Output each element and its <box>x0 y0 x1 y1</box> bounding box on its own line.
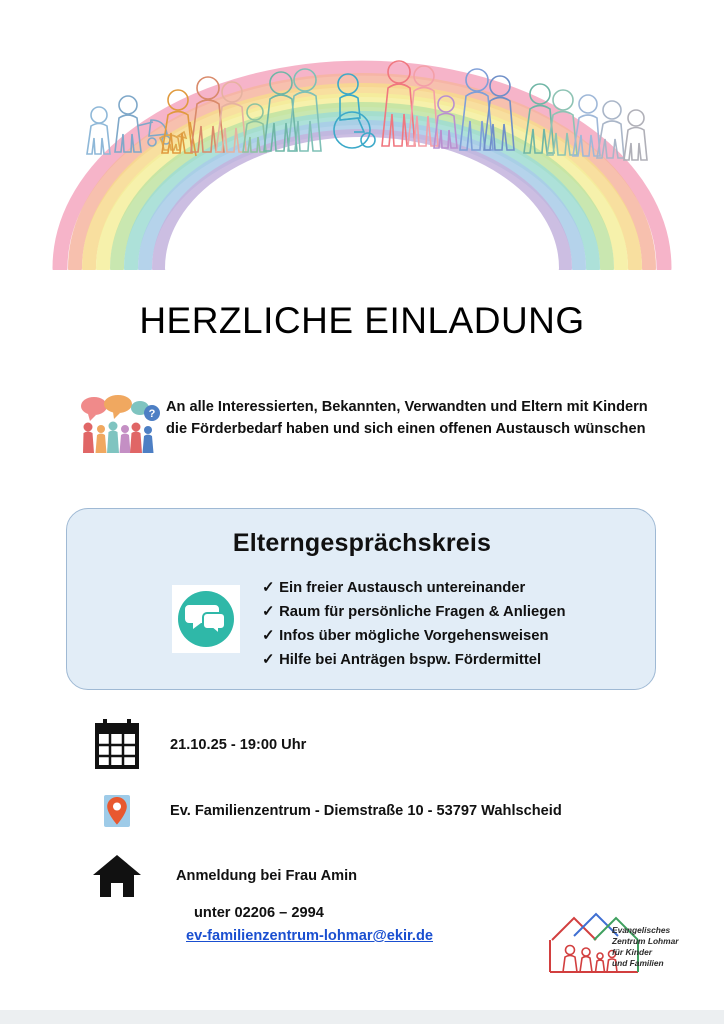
panel-heading: Elterngesprächskreis <box>232 529 492 557</box>
list-item <box>262 649 642 673</box>
list-item-label: Raum für persönliche Fragen & Anliegen <box>279 603 566 620</box>
list-item <box>262 625 642 649</box>
logo-text <box>612 925 704 969</box>
calendar-icon <box>88 719 146 771</box>
panel-benefit-list <box>262 577 642 673</box>
svg-text:?: ? <box>148 408 156 420</box>
list-item <box>262 601 642 625</box>
map-pin-icon <box>88 791 146 831</box>
logo-line-3: für Kinder <box>612 947 653 958</box>
contact-email-link[interactable]: ev-familienzentrum-lohmar@ekir.de <box>186 928 433 944</box>
intro-block <box>78 392 648 456</box>
elterngespraechskreis-panel <box>66 508 656 690</box>
rainbow-people-illustration <box>0 0 724 270</box>
intro-text: An alle Interessierten, Bekannten, Verwandten und Eltern mit Kindern die Förderbedarf haben und sich einen offenen Austausch wünschen <box>166 399 648 438</box>
detail-row-date <box>88 714 648 776</box>
list-item <box>262 577 642 601</box>
contact-block <box>186 905 586 944</box>
logo-line-2: Zentrum Lohmar <box>612 936 679 947</box>
detail-text-registration: Anmeldung bei Frau Amin <box>176 868 358 884</box>
list-item-label: Infos über mögliche Vorgehensweisen <box>279 627 549 644</box>
detail-text-date: 21.10.25 - 19:00 Uhr <box>170 737 307 753</box>
contact-phone: unter 02206 – 2994 <box>194 905 324 921</box>
detail-row-location <box>88 786 648 836</box>
logo-line-4: und Familien <box>612 958 664 969</box>
check-icon: ✓ <box>262 651 275 668</box>
detail-text-location: Ev. Familienzentrum - Diemstraße 10 - 53797 Wahlscheid <box>170 803 562 819</box>
page-title: HERZLICHE EINLADUNG <box>139 300 585 341</box>
list-item-label: Ein freier Austausch untereinander <box>279 580 526 596</box>
check-icon: ✓ <box>262 627 275 644</box>
list-item-label: Hilfe bei Anträgen bspw. Fördermittel <box>279 651 542 668</box>
check-icon: ✓ <box>262 603 275 620</box>
chat-bubble-icon <box>172 585 240 653</box>
logo-line-1: Evangelisches <box>612 925 671 935</box>
speech-bubbles-people-icon <box>78 394 162 456</box>
bottom-band <box>0 1010 724 1024</box>
house-icon <box>88 853 146 899</box>
detail-row-registration <box>88 848 648 904</box>
check-icon: ✓ <box>262 580 275 596</box>
